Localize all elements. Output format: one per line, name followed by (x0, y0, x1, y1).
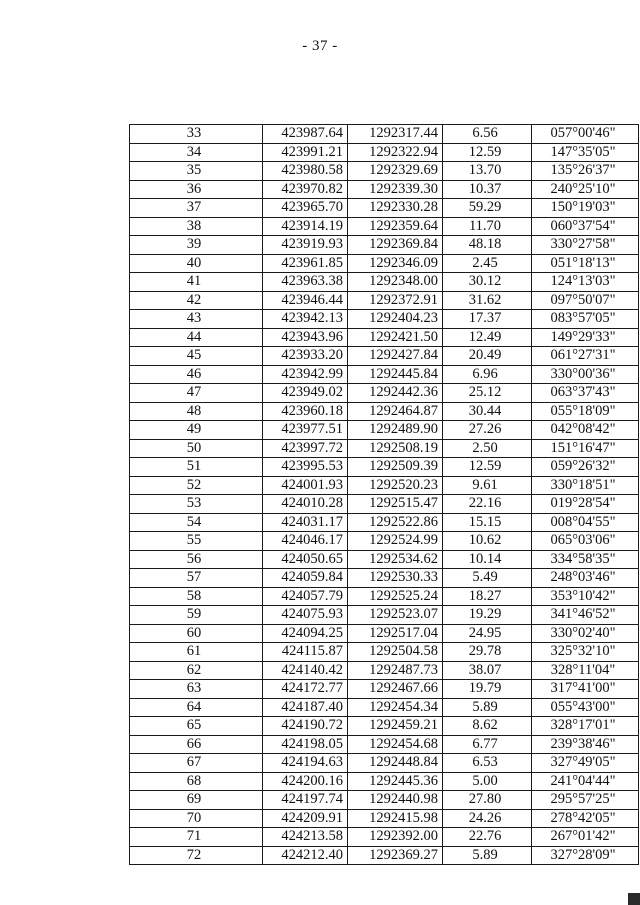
distance-cell: 18.27 (443, 587, 532, 606)
coordinates-table (129, 124, 639, 865)
point-number-cell: 40 (130, 254, 263, 273)
y-coordinate-cell: 1292525.24 (348, 587, 443, 606)
point-number-cell: 35 (130, 162, 263, 181)
x-coordinate-cell: 423965.70 (263, 199, 348, 218)
distance-cell: 17.37 (443, 310, 532, 329)
direction-angle-cell: 325°32'10" (532, 643, 639, 662)
distance-cell: 6.56 (443, 125, 532, 144)
point-number-cell: 37 (130, 199, 263, 218)
point-number-cell: 52 (130, 476, 263, 495)
direction-angle-cell: 248°03'46" (532, 569, 639, 588)
distance-cell: 30.12 (443, 273, 532, 292)
direction-angle-cell: 055°43'00" (532, 698, 639, 717)
y-coordinate-cell: 1292392.00 (348, 828, 443, 847)
point-number-cell: 50 (130, 439, 263, 458)
direction-angle-cell: 008°04'55" (532, 513, 639, 532)
point-number-cell: 65 (130, 717, 263, 736)
x-coordinate-cell: 424001.93 (263, 476, 348, 495)
y-coordinate-cell: 1292329.69 (348, 162, 443, 181)
distance-cell: 19.79 (443, 680, 532, 699)
y-coordinate-cell: 1292467.66 (348, 680, 443, 699)
x-coordinate-cell: 424200.16 (263, 772, 348, 791)
x-coordinate-cell: 423933.20 (263, 347, 348, 366)
x-coordinate-cell: 423970.82 (263, 180, 348, 199)
direction-angle-cell: 083°57'05" (532, 310, 639, 329)
x-coordinate-cell: 424010.28 (263, 495, 348, 514)
table-row (130, 587, 639, 606)
direction-angle-cell: 063°37'43" (532, 384, 639, 403)
x-coordinate-cell: 423977.51 (263, 421, 348, 440)
distance-cell: 22.76 (443, 828, 532, 847)
x-coordinate-cell: 423961.85 (263, 254, 348, 273)
distance-cell: 59.29 (443, 199, 532, 218)
y-coordinate-cell: 1292523.07 (348, 606, 443, 625)
y-coordinate-cell: 1292339.30 (348, 180, 443, 199)
direction-angle-cell: 135°26'37" (532, 162, 639, 181)
x-coordinate-cell: 424190.72 (263, 717, 348, 736)
table-row (130, 495, 639, 514)
distance-cell: 31.62 (443, 291, 532, 310)
distance-cell: 9.61 (443, 476, 532, 495)
distance-cell: 10.62 (443, 532, 532, 551)
y-coordinate-cell: 1292369.84 (348, 236, 443, 255)
table-row (130, 791, 639, 810)
x-coordinate-cell: 423963.38 (263, 273, 348, 292)
table-row (130, 125, 639, 144)
direction-angle-cell: 051°18'13" (532, 254, 639, 273)
distance-cell: 27.26 (443, 421, 532, 440)
x-coordinate-cell: 424197.74 (263, 791, 348, 810)
direction-angle-cell: 150°19'03" (532, 199, 639, 218)
distance-cell: 6.96 (443, 365, 532, 384)
direction-angle-cell: 239°38'46" (532, 735, 639, 754)
table-row (130, 606, 639, 625)
direction-angle-cell: 330°02'40" (532, 624, 639, 643)
table-row (130, 643, 639, 662)
y-coordinate-cell: 1292504.58 (348, 643, 443, 662)
distance-cell: 20.49 (443, 347, 532, 366)
table-row (130, 328, 639, 347)
y-coordinate-cell: 1292448.84 (348, 754, 443, 773)
table-row (130, 624, 639, 643)
x-coordinate-cell: 423991.21 (263, 143, 348, 162)
y-coordinate-cell: 1292530.33 (348, 569, 443, 588)
x-coordinate-cell: 423943.96 (263, 328, 348, 347)
y-coordinate-cell: 1292524.99 (348, 532, 443, 551)
direction-angle-cell: 240°25'10" (532, 180, 639, 199)
distance-cell: 5.89 (443, 846, 532, 865)
y-coordinate-cell: 1292440.98 (348, 791, 443, 810)
distance-cell: 13.70 (443, 162, 532, 181)
direction-angle-cell: 061°27'31" (532, 347, 639, 366)
y-coordinate-cell: 1292346.09 (348, 254, 443, 273)
point-number-cell: 56 (130, 550, 263, 569)
point-number-cell: 57 (130, 569, 263, 588)
x-coordinate-cell: 424172.77 (263, 680, 348, 699)
direction-angle-cell: 353°10'42" (532, 587, 639, 606)
point-number-cell: 41 (130, 273, 263, 292)
direction-angle-cell: 060°37'54" (532, 217, 639, 236)
table-row (130, 754, 639, 773)
point-number-cell: 68 (130, 772, 263, 791)
point-number-cell: 51 (130, 458, 263, 477)
distance-cell: 22.16 (443, 495, 532, 514)
y-coordinate-cell: 1292515.47 (348, 495, 443, 514)
x-coordinate-cell: 424140.42 (263, 661, 348, 680)
direction-angle-cell: 327°49'05" (532, 754, 639, 773)
point-number-cell: 46 (130, 365, 263, 384)
distance-cell: 2.45 (443, 254, 532, 273)
x-coordinate-cell: 424115.87 (263, 643, 348, 662)
y-coordinate-cell: 1292489.90 (348, 421, 443, 440)
direction-angle-cell: 295°57'25" (532, 791, 639, 810)
y-coordinate-cell: 1292369.27 (348, 846, 443, 865)
point-number-cell: 64 (130, 698, 263, 717)
distance-cell: 11.70 (443, 217, 532, 236)
table-row (130, 846, 639, 865)
y-coordinate-cell: 1292317.44 (348, 125, 443, 144)
table-row (130, 532, 639, 551)
point-number-cell: 70 (130, 809, 263, 828)
x-coordinate-cell: 423987.64 (263, 125, 348, 144)
distance-cell: 30.44 (443, 402, 532, 421)
direction-angle-cell: 328°17'01" (532, 717, 639, 736)
distance-cell: 10.37 (443, 180, 532, 199)
distance-cell: 48.18 (443, 236, 532, 255)
distance-cell: 12.59 (443, 143, 532, 162)
point-number-cell: 45 (130, 347, 263, 366)
point-number-cell: 69 (130, 791, 263, 810)
y-coordinate-cell: 1292415.98 (348, 809, 443, 828)
distance-cell: 12.59 (443, 458, 532, 477)
table-row (130, 735, 639, 754)
direction-angle-cell: 241°04'44" (532, 772, 639, 791)
x-coordinate-cell: 424046.17 (263, 532, 348, 551)
x-coordinate-cell: 424059.84 (263, 569, 348, 588)
x-coordinate-cell: 423942.13 (263, 310, 348, 329)
point-number-cell: 58 (130, 587, 263, 606)
point-number-cell: 72 (130, 846, 263, 865)
direction-angle-cell: 097°50'07" (532, 291, 639, 310)
distance-cell: 6.53 (443, 754, 532, 773)
direction-angle-cell: 124°13'03" (532, 273, 639, 292)
table-row (130, 180, 639, 199)
y-coordinate-cell: 1292322.94 (348, 143, 443, 162)
distance-cell: 19.29 (443, 606, 532, 625)
distance-cell: 12.49 (443, 328, 532, 347)
x-coordinate-cell: 424187.40 (263, 698, 348, 717)
table-row (130, 402, 639, 421)
x-coordinate-cell: 424194.63 (263, 754, 348, 773)
y-coordinate-cell: 1292464.87 (348, 402, 443, 421)
y-coordinate-cell: 1292372.91 (348, 291, 443, 310)
direction-angle-cell: 278°42'05" (532, 809, 639, 828)
y-coordinate-cell: 1292427.84 (348, 347, 443, 366)
point-number-cell: 47 (130, 384, 263, 403)
point-number-cell: 43 (130, 310, 263, 329)
distance-cell: 24.26 (443, 809, 532, 828)
direction-angle-cell: 147°35'05" (532, 143, 639, 162)
table-row (130, 217, 639, 236)
point-number-cell: 59 (130, 606, 263, 625)
distance-cell: 15.15 (443, 513, 532, 532)
table-row (130, 698, 639, 717)
table-row (130, 384, 639, 403)
distance-cell: 38.07 (443, 661, 532, 680)
distance-cell: 5.89 (443, 698, 532, 717)
point-number-cell: 71 (130, 828, 263, 847)
distance-cell: 27.80 (443, 791, 532, 810)
x-coordinate-cell: 424057.79 (263, 587, 348, 606)
x-coordinate-cell: 424050.65 (263, 550, 348, 569)
direction-angle-cell: 019°28'54" (532, 495, 639, 514)
direction-angle-cell: 059°26'32" (532, 458, 639, 477)
point-number-cell: 48 (130, 402, 263, 421)
direction-angle-cell: 055°18'09" (532, 402, 639, 421)
table-row (130, 347, 639, 366)
direction-angle-cell: 330°18'51" (532, 476, 639, 495)
direction-angle-cell: 151°16'47" (532, 439, 639, 458)
distance-cell: 24.95 (443, 624, 532, 643)
point-number-cell: 34 (130, 143, 263, 162)
y-coordinate-cell: 1292348.00 (348, 273, 443, 292)
direction-angle-cell: 065°03'06" (532, 532, 639, 551)
table-row (130, 828, 639, 847)
table-row (130, 661, 639, 680)
direction-angle-cell: 267°01'42" (532, 828, 639, 847)
table-row (130, 143, 639, 162)
direction-angle-cell: 341°46'52" (532, 606, 639, 625)
direction-angle-cell: 317°41'00" (532, 680, 639, 699)
point-number-cell: 36 (130, 180, 263, 199)
direction-angle-cell: 328°11'04" (532, 661, 639, 680)
direction-angle-cell: 330°00'36" (532, 365, 639, 384)
x-coordinate-cell: 423942.99 (263, 365, 348, 384)
y-coordinate-cell: 1292454.34 (348, 698, 443, 717)
page-number: - 37 - (302, 38, 338, 54)
y-coordinate-cell: 1292330.28 (348, 199, 443, 218)
table-row (130, 439, 639, 458)
table-row (130, 569, 639, 588)
x-coordinate-cell: 424209.91 (263, 809, 348, 828)
scan-edge-mark (628, 893, 640, 905)
table-row (130, 236, 639, 255)
y-coordinate-cell: 1292454.68 (348, 735, 443, 754)
y-coordinate-cell: 1292522.86 (348, 513, 443, 532)
table-row (130, 162, 639, 181)
point-number-cell: 63 (130, 680, 263, 699)
x-coordinate-cell: 424198.05 (263, 735, 348, 754)
table-row (130, 421, 639, 440)
direction-angle-cell: 330°27'58" (532, 236, 639, 255)
point-number-cell: 39 (130, 236, 263, 255)
table-row (130, 809, 639, 828)
y-coordinate-cell: 1292421.50 (348, 328, 443, 347)
y-coordinate-cell: 1292404.23 (348, 310, 443, 329)
x-coordinate-cell: 424031.17 (263, 513, 348, 532)
point-number-cell: 62 (130, 661, 263, 680)
y-coordinate-cell: 1292359.64 (348, 217, 443, 236)
x-coordinate-cell: 423919.93 (263, 236, 348, 255)
direction-angle-cell: 042°08'42" (532, 421, 639, 440)
point-number-cell: 49 (130, 421, 263, 440)
distance-cell: 5.00 (443, 772, 532, 791)
table-row (130, 680, 639, 699)
x-coordinate-cell: 424212.40 (263, 846, 348, 865)
y-coordinate-cell: 1292445.36 (348, 772, 443, 791)
direction-angle-cell: 149°29'33" (532, 328, 639, 347)
y-coordinate-cell: 1292442.36 (348, 384, 443, 403)
x-coordinate-cell: 424094.25 (263, 624, 348, 643)
coordinates-table-body (130, 125, 639, 865)
table-row (130, 310, 639, 329)
x-coordinate-cell: 423946.44 (263, 291, 348, 310)
distance-cell: 8.62 (443, 717, 532, 736)
x-coordinate-cell: 423980.58 (263, 162, 348, 181)
distance-cell: 5.49 (443, 569, 532, 588)
x-coordinate-cell: 423995.53 (263, 458, 348, 477)
direction-angle-cell: 057°00'46" (532, 125, 639, 144)
table-row (130, 513, 639, 532)
x-coordinate-cell: 423914.19 (263, 217, 348, 236)
y-coordinate-cell: 1292487.73 (348, 661, 443, 680)
point-number-cell: 38 (130, 217, 263, 236)
x-coordinate-cell: 424075.93 (263, 606, 348, 625)
point-number-cell: 67 (130, 754, 263, 773)
y-coordinate-cell: 1292508.19 (348, 439, 443, 458)
x-coordinate-cell: 423960.18 (263, 402, 348, 421)
table-row (130, 717, 639, 736)
y-coordinate-cell: 1292445.84 (348, 365, 443, 384)
point-number-cell: 61 (130, 643, 263, 662)
direction-angle-cell: 327°28'09" (532, 846, 639, 865)
distance-cell: 10.14 (443, 550, 532, 569)
table-row (130, 458, 639, 477)
point-number-cell: 55 (130, 532, 263, 551)
table-row (130, 365, 639, 384)
point-number-cell: 53 (130, 495, 263, 514)
point-number-cell: 54 (130, 513, 263, 532)
table-row (130, 273, 639, 292)
table-row (130, 199, 639, 218)
y-coordinate-cell: 1292534.62 (348, 550, 443, 569)
point-number-cell: 66 (130, 735, 263, 754)
y-coordinate-cell: 1292459.21 (348, 717, 443, 736)
point-number-cell: 60 (130, 624, 263, 643)
point-number-cell: 42 (130, 291, 263, 310)
distance-cell: 6.77 (443, 735, 532, 754)
distance-cell: 29.78 (443, 643, 532, 662)
x-coordinate-cell: 423949.02 (263, 384, 348, 403)
x-coordinate-cell: 424213.58 (263, 828, 348, 847)
point-number-cell: 33 (130, 125, 263, 144)
table-row (130, 550, 639, 569)
x-coordinate-cell: 423997.72 (263, 439, 348, 458)
y-coordinate-cell: 1292509.39 (348, 458, 443, 477)
direction-angle-cell: 334°58'35" (532, 550, 639, 569)
y-coordinate-cell: 1292520.23 (348, 476, 443, 495)
y-coordinate-cell: 1292517.04 (348, 624, 443, 643)
table-row (130, 291, 639, 310)
table-row (130, 772, 639, 791)
point-number-cell: 44 (130, 328, 263, 347)
distance-cell: 25.12 (443, 384, 532, 403)
table-row (130, 254, 639, 273)
distance-cell: 2.50 (443, 439, 532, 458)
table-row (130, 476, 639, 495)
